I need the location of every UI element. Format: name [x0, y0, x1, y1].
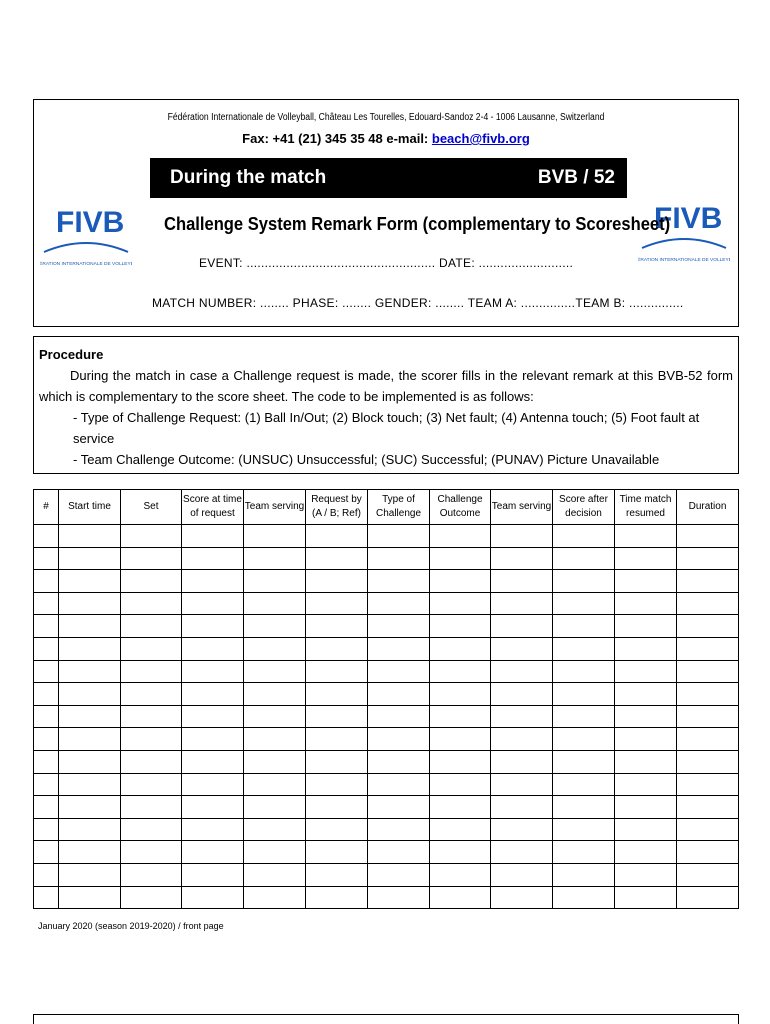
- table-cell[interactable]: [368, 525, 430, 548]
- table-cell[interactable]: [59, 683, 121, 706]
- table-cell[interactable]: [553, 796, 615, 819]
- table-cell[interactable]: [430, 773, 491, 796]
- fivb-logo-right: [638, 200, 730, 280]
- table-cell[interactable]: [615, 841, 677, 864]
- header-box: [33, 99, 739, 327]
- next-section-box: [33, 1014, 739, 1024]
- list-item: - Type of Challenge Request: (1) Ball In/Out; (2) Block touch; (3) Net fault; (4) Antenna touch; (5) Foot fault at service: [73, 407, 733, 449]
- col-header: Team serving: [491, 490, 553, 525]
- table-cell[interactable]: [491, 637, 553, 660]
- table-cell[interactable]: [677, 841, 739, 864]
- table-cell[interactable]: [59, 886, 121, 909]
- fax-label: Fax: +41 (21) 345 35 48 e-mail:: [242, 131, 429, 146]
- email-link[interactable]: beach@fivb.org: [431, 131, 530, 146]
- table-cell[interactable]: [34, 525, 59, 548]
- table-cell[interactable]: [121, 773, 182, 796]
- table-cell[interactable]: [182, 773, 244, 796]
- table-cell[interactable]: [34, 841, 59, 864]
- table-cell[interactable]: [59, 841, 121, 864]
- table-cell[interactable]: [491, 863, 553, 886]
- table-cell[interactable]: [244, 818, 306, 841]
- table-cell[interactable]: [244, 750, 306, 773]
- table-cell[interactable]: [615, 818, 677, 841]
- table-cell[interactable]: [677, 547, 739, 570]
- procedure-box: [33, 336, 739, 474]
- table-cell[interactable]: [430, 886, 491, 909]
- table-cell[interactable]: [182, 863, 244, 886]
- table-cell[interactable]: [306, 547, 368, 570]
- table-cell[interactable]: [430, 683, 491, 706]
- table-cell[interactable]: [553, 886, 615, 909]
- table-cell[interactable]: [553, 818, 615, 841]
- table-cell[interactable]: [244, 683, 306, 706]
- table-cell[interactable]: [59, 637, 121, 660]
- table-cell[interactable]: [430, 615, 491, 638]
- table-cell[interactable]: [244, 525, 306, 548]
- table-cell[interactable]: [121, 863, 182, 886]
- table-cell[interactable]: [306, 886, 368, 909]
- table-cell[interactable]: [59, 728, 121, 751]
- table-cell[interactable]: [368, 841, 430, 864]
- match-info-field[interactable]: MATCH NUMBER: ........ PHASE: ........ GENDER: ........ TEAM A: ...............TEAM B: ...............: [152, 296, 684, 310]
- table-cell[interactable]: [430, 863, 491, 886]
- table-cell[interactable]: [553, 750, 615, 773]
- table-cell[interactable]: [59, 863, 121, 886]
- col-header: Score at time of request: [182, 490, 244, 525]
- table-cell[interactable]: [491, 818, 553, 841]
- table-cell[interactable]: [182, 886, 244, 909]
- table-cell[interactable]: [430, 547, 491, 570]
- table-cell[interactable]: [677, 525, 739, 548]
- table-cell[interactable]: [615, 750, 677, 773]
- table-cell[interactable]: [34, 750, 59, 773]
- table-cell[interactable]: [182, 547, 244, 570]
- table-cell[interactable]: [491, 660, 553, 683]
- table-cell[interactable]: [677, 570, 739, 593]
- table-cell[interactable]: [368, 773, 430, 796]
- table-cell[interactable]: [491, 592, 553, 615]
- col-header: Duration: [677, 490, 739, 525]
- table-cell[interactable]: [34, 592, 59, 615]
- table-cell[interactable]: [59, 660, 121, 683]
- table-cell[interactable]: [430, 592, 491, 615]
- table-cell[interactable]: [430, 637, 491, 660]
- table-cell[interactable]: [368, 570, 430, 593]
- table-row: [34, 750, 739, 773]
- table-cell[interactable]: [430, 841, 491, 864]
- table-cell[interactable]: [553, 660, 615, 683]
- table-cell[interactable]: [615, 705, 677, 728]
- table-row: [34, 728, 739, 751]
- table-row: [34, 818, 739, 841]
- table-cell[interactable]: [59, 547, 121, 570]
- table-cell[interactable]: [59, 525, 121, 548]
- table-cell[interactable]: [306, 615, 368, 638]
- table-cell[interactable]: [306, 705, 368, 728]
- table-cell[interactable]: [182, 796, 244, 819]
- table-cell[interactable]: [491, 547, 553, 570]
- table-cell[interactable]: [182, 683, 244, 706]
- procedure-intro: During the match in case a Challenge request is made, the scorer fills in the relevant remark at this BVB-52 form which is complementary to the score sheet. The code to be implemented is as follows:: [39, 368, 733, 404]
- col-header: Request by (A / B; Ref): [306, 490, 368, 525]
- table-cell[interactable]: [491, 841, 553, 864]
- table-cell[interactable]: [491, 615, 553, 638]
- table-cell[interactable]: [677, 886, 739, 909]
- table-cell[interactable]: [59, 570, 121, 593]
- table-row: [34, 547, 739, 570]
- list-item: [73, 470, 733, 474]
- table-cell[interactable]: [34, 570, 59, 593]
- table-cell[interactable]: [677, 637, 739, 660]
- table-cell[interactable]: [306, 818, 368, 841]
- table-cell[interactable]: [368, 615, 430, 638]
- form-title: Challenge System Remark Form (complementary to Scoresheet): [164, 214, 671, 234]
- table-cell[interactable]: [59, 750, 121, 773]
- procedure-title: Procedure: [39, 347, 104, 362]
- table-cell[interactable]: [430, 570, 491, 593]
- table-cell[interactable]: [491, 705, 553, 728]
- table-cell[interactable]: [677, 592, 739, 615]
- table-cell[interactable]: [615, 570, 677, 593]
- list-item: - Team Challenge Outcome: (UNSUC) Unsuccessful; (SUC) Successful; (PUNAV) Picture Unavailable: [73, 449, 733, 470]
- table-cell[interactable]: [368, 750, 430, 773]
- table-cell[interactable]: [553, 705, 615, 728]
- table-cell[interactable]: [677, 615, 739, 638]
- table-cell[interactable]: [244, 705, 306, 728]
- table-cell[interactable]: [677, 796, 739, 819]
- col-header: Team serving: [244, 490, 306, 525]
- event-date-field[interactable]: EVENT: .................................................... DATE: ..........................: [199, 256, 574, 270]
- table-cell[interactable]: [306, 728, 368, 751]
- table-row: [34, 796, 739, 819]
- table-cell[interactable]: [59, 818, 121, 841]
- table-cell[interactable]: [368, 637, 430, 660]
- col-header: Time match resumed: [615, 490, 677, 525]
- table-cell[interactable]: [121, 818, 182, 841]
- table-cell[interactable]: [677, 750, 739, 773]
- table-cell[interactable]: [491, 570, 553, 593]
- table-cell[interactable]: [306, 683, 368, 706]
- table-cell[interactable]: [677, 863, 739, 886]
- table-cell[interactable]: [182, 592, 244, 615]
- table-cell[interactable]: [615, 886, 677, 909]
- table-cell[interactable]: [677, 728, 739, 751]
- table-cell[interactable]: [491, 683, 553, 706]
- table-cell[interactable]: [121, 886, 182, 909]
- table-cell[interactable]: [182, 728, 244, 751]
- table-cell[interactable]: [244, 796, 306, 819]
- table-row: [34, 660, 739, 683]
- table-cell[interactable]: [182, 818, 244, 841]
- table-cell[interactable]: [182, 525, 244, 548]
- table-cell[interactable]: [553, 773, 615, 796]
- table-cell[interactable]: [244, 886, 306, 909]
- table-cell[interactable]: [430, 818, 491, 841]
- table-cell[interactable]: [491, 750, 553, 773]
- challenge-log-table: [33, 489, 739, 909]
- table-cell[interactable]: [306, 841, 368, 864]
- table-cell[interactable]: [368, 886, 430, 909]
- table-cell[interactable]: [306, 592, 368, 615]
- federation-address: Fédération Internationale de Volleyball, Château Les Tourelles, Edouard-Sandoz 2-4 - 1006 Lausanne, Switzerland: [167, 112, 605, 123]
- table-row: [34, 525, 739, 548]
- table-cell[interactable]: [491, 796, 553, 819]
- table-cell[interactable]: [59, 705, 121, 728]
- table-cell[interactable]: [121, 660, 182, 683]
- table-cell[interactable]: [553, 592, 615, 615]
- table-cell[interactable]: [677, 818, 739, 841]
- table-cell[interactable]: [121, 750, 182, 773]
- table-cell[interactable]: [368, 705, 430, 728]
- table-cell[interactable]: [553, 841, 615, 864]
- procedure-list: [39, 407, 733, 474]
- table-cell[interactable]: [121, 841, 182, 864]
- table-cell[interactable]: [34, 615, 59, 638]
- table-cell[interactable]: [491, 728, 553, 751]
- table-cell[interactable]: [553, 863, 615, 886]
- table-cell[interactable]: [182, 705, 244, 728]
- table-cell[interactable]: [491, 886, 553, 909]
- table-cell[interactable]: [368, 660, 430, 683]
- table-cell[interactable]: [306, 660, 368, 683]
- table-row: [34, 683, 739, 706]
- table-cell[interactable]: [121, 592, 182, 615]
- table-cell[interactable]: [553, 615, 615, 638]
- fivb-logo-left: [40, 204, 132, 284]
- table-cell[interactable]: [677, 683, 739, 706]
- table-cell[interactable]: [121, 615, 182, 638]
- col-header: Score after decision: [553, 490, 615, 525]
- table-cell[interactable]: [59, 592, 121, 615]
- table-row: [34, 886, 739, 909]
- table-cell[interactable]: [34, 818, 59, 841]
- table-cell[interactable]: [244, 592, 306, 615]
- table-cell[interactable]: [615, 773, 677, 796]
- table-cell[interactable]: [553, 547, 615, 570]
- table-cell[interactable]: [306, 773, 368, 796]
- table-cell[interactable]: [244, 728, 306, 751]
- table-cell[interactable]: [430, 525, 491, 548]
- table-cell[interactable]: [182, 750, 244, 773]
- table-cell[interactable]: [553, 683, 615, 706]
- table-cell[interactable]: [430, 796, 491, 819]
- table-cell[interactable]: [182, 570, 244, 593]
- col-header: Set: [121, 490, 182, 525]
- table-cell[interactable]: [121, 796, 182, 819]
- table-cell[interactable]: [430, 660, 491, 683]
- table-cell[interactable]: [244, 570, 306, 593]
- table-cell[interactable]: [121, 525, 182, 548]
- table-cell[interactable]: [615, 796, 677, 819]
- table-cell[interactable]: [59, 615, 121, 638]
- table-cell[interactable]: [34, 863, 59, 886]
- table-cell[interactable]: [553, 637, 615, 660]
- title-bar: [150, 158, 627, 198]
- table-cell[interactable]: [34, 796, 59, 819]
- logo-text: FIVB: [56, 206, 125, 239]
- table-cell[interactable]: [368, 592, 430, 615]
- footer-text: January 2020 (season 2019-2020) / front page: [38, 921, 224, 931]
- table-cell[interactable]: [306, 637, 368, 660]
- table-cell[interactable]: [430, 750, 491, 773]
- table-cell[interactable]: [34, 547, 59, 570]
- table-cell[interactable]: [34, 886, 59, 909]
- table-cell[interactable]: [615, 525, 677, 548]
- table-cell[interactable]: [677, 705, 739, 728]
- table-cell[interactable]: [368, 547, 430, 570]
- table-cell[interactable]: [368, 683, 430, 706]
- logo-text: FIVB: [654, 202, 723, 235]
- table-cell[interactable]: [306, 570, 368, 593]
- table-cell[interactable]: [615, 728, 677, 751]
- table-cell[interactable]: [615, 660, 677, 683]
- table-cell[interactable]: [615, 637, 677, 660]
- table-row: [34, 570, 739, 593]
- table-cell[interactable]: [306, 525, 368, 548]
- table-cell[interactable]: [182, 841, 244, 864]
- table-cell[interactable]: [306, 796, 368, 819]
- table-cell[interactable]: [244, 863, 306, 886]
- logo-caption: ÉRATION INTERNATIONALE DE VOLLEY: [638, 258, 729, 263]
- table-cell[interactable]: [34, 773, 59, 796]
- table-row: [34, 637, 739, 660]
- table-cell[interactable]: [615, 683, 677, 706]
- table-cell[interactable]: [34, 683, 59, 706]
- table-cell[interactable]: [244, 841, 306, 864]
- table-cell[interactable]: [306, 863, 368, 886]
- table-header-row: [34, 490, 739, 525]
- table-cell[interactable]: [615, 863, 677, 886]
- table-cell[interactable]: [182, 637, 244, 660]
- table-cell[interactable]: [491, 773, 553, 796]
- table-cell[interactable]: [244, 637, 306, 660]
- table-cell[interactable]: [34, 660, 59, 683]
- table-cell[interactable]: [615, 592, 677, 615]
- table-cell[interactable]: [368, 796, 430, 819]
- table-cell[interactable]: [677, 773, 739, 796]
- table-cell[interactable]: [615, 615, 677, 638]
- table-cell[interactable]: [121, 547, 182, 570]
- table-cell[interactable]: [121, 728, 182, 751]
- table-cell[interactable]: [34, 728, 59, 751]
- table-cell[interactable]: [615, 547, 677, 570]
- table-cell[interactable]: [121, 705, 182, 728]
- contact-line: [34, 131, 738, 146]
- table-cell[interactable]: [59, 796, 121, 819]
- table-row: [34, 863, 739, 886]
- table-cell[interactable]: [244, 773, 306, 796]
- table-row: [34, 615, 739, 638]
- table-body: [34, 525, 739, 909]
- table-cell[interactable]: [553, 525, 615, 548]
- table-row: [34, 773, 739, 796]
- table-cell[interactable]: [368, 818, 430, 841]
- table-cell[interactable]: [182, 615, 244, 638]
- table-cell[interactable]: [244, 660, 306, 683]
- table-cell[interactable]: [244, 547, 306, 570]
- col-header: #: [34, 490, 59, 525]
- table-cell[interactable]: [34, 637, 59, 660]
- col-header: Challenge Outcome: [430, 490, 491, 525]
- during-match-label: During the match: [170, 167, 327, 188]
- table-cell[interactable]: [34, 705, 59, 728]
- table-cell[interactable]: [182, 660, 244, 683]
- table-cell[interactable]: [368, 863, 430, 886]
- col-header: Start time: [59, 490, 121, 525]
- table-cell[interactable]: [306, 750, 368, 773]
- table-cell[interactable]: [553, 570, 615, 593]
- table-cell[interactable]: [121, 637, 182, 660]
- table-cell[interactable]: [244, 615, 306, 638]
- table-row: [34, 705, 739, 728]
- table-cell[interactable]: [59, 773, 121, 796]
- table-row: [34, 841, 739, 864]
- table-cell[interactable]: [430, 705, 491, 728]
- table-row: [34, 592, 739, 615]
- form-code: BVB / 52: [537, 167, 615, 188]
- table-cell[interactable]: [553, 728, 615, 751]
- table-cell[interactable]: [430, 728, 491, 751]
- col-header: Type of Challenge: [368, 490, 430, 525]
- table-cell[interactable]: [491, 525, 553, 548]
- table-cell[interactable]: [121, 683, 182, 706]
- table-cell[interactable]: [121, 570, 182, 593]
- logo-caption: ÉRATION INTERNATIONALE DE VOLLEY: [40, 262, 131, 267]
- table-cell[interactable]: [677, 660, 739, 683]
- table-cell[interactable]: [368, 728, 430, 751]
